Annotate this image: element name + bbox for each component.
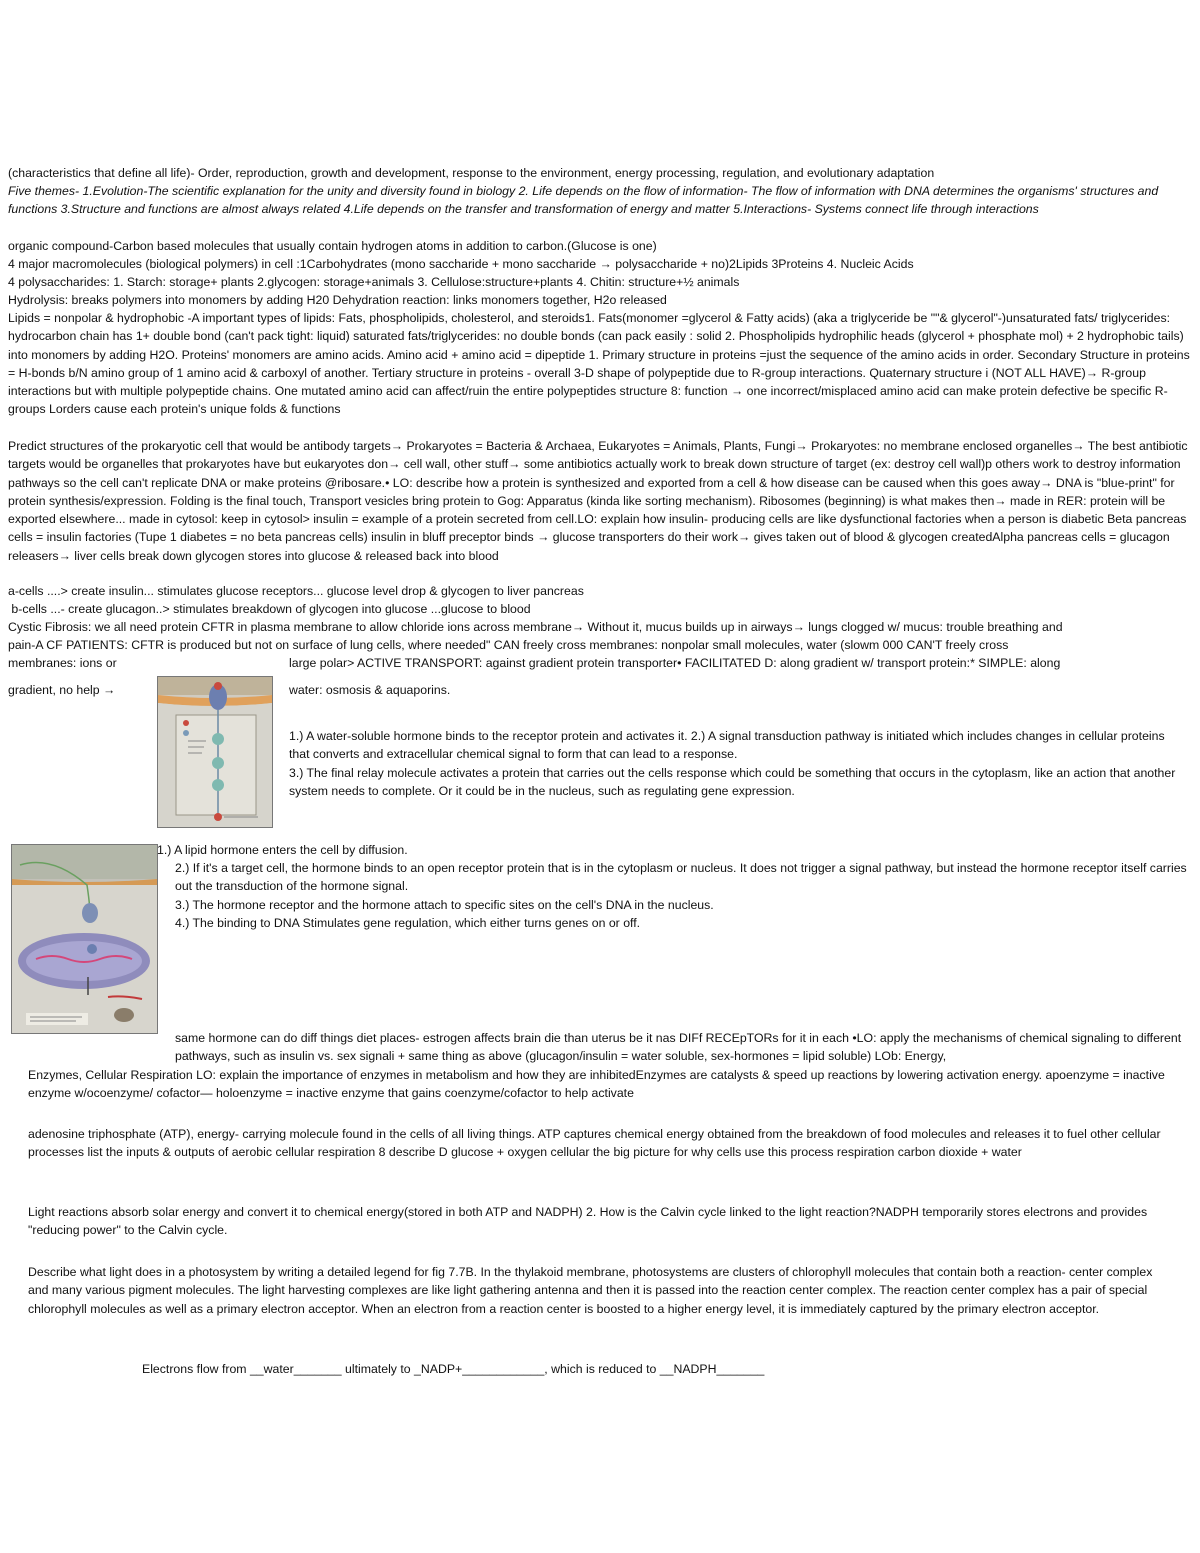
water-soluble-step-3: 3.) The final relay molecule activates a protein that carries out the cells response which could be something that occurs in the cytoplasm, like an action that another system needs to complete. Or it could be in the nucleus, such as regulating gene expression. [289, 766, 1176, 799]
lipid-hormone-step-1: 1.) A lipid hormone enters the cell by diffusion. [157, 843, 408, 857]
lipid-hormone-step-2: 2.) If it's a target cell, the hormone binds to an open receptor protein that is in the cytoplasm or nucleus. It does not trigger a signal pathway, but instead the hormone receptor itself carries out the transduction of the hormone signal. [175, 861, 1187, 894]
macromolecules-text: 4 major macromolecules (biological polymers) in cell :1Carbohydrates (mono saccharide + mono saccharide → polysaccharide + no)2Lipids 3Proteins 4. Nucleic Acids [8, 257, 914, 271]
photosystem-text: Describe what light does in a photosystem by writing a detailed legend for fig 7.7B. In the thylakoid membrane, photosystems are clusters of chlorophyll molecules that contain both a reaction- center complex and many various pigment molecules. The light harvesting complexes are like light gathering antenna and then it is passed into the reaction center complex. The reaction center complex has a pair of special chlorophyll molecules as well as a primary electron acceptor. When an electron from a reaction center is boosted to a higher energy level, it is immediately captured by the primary electron acceptor. [28, 1265, 1153, 1316]
lipid-hormone-step-4: 4.) The binding to DNA Stimulates gene regulation, which either turns genes on or off. [175, 916, 641, 930]
atp-text: adenosine triphosphate (ATP), energy- carrying molecule found in the cells of all living things. ATP captures chemical energy obtained from the breakdown of food molecules and releases it to fuel other cellular processes list the inputs & outputs of aerobic cellular respiration 8 describe D glucose + oxygen cellular the big picture for why cells use this process respiration carbon dioxide + water [28, 1127, 1161, 1160]
lipid-hormone-figure [11, 844, 158, 1034]
enzymes-text: Enzymes, Cellular Respiration LO: explain the importance of enzymes in metabolism and how they are inhibitedEnzymes are catalysts & speed up reactions by lowering activation energy. apoenzyme = inactive enzyme w/ocoenzyme/ cofactor— holoenzyme = inactive enzyme that gains coenzyme/cofactor to help activate [28, 1068, 1165, 1101]
life-characteristics-text: (characteristics that define all life)- Order, reproduction, growth and development, response to the environment, energy processing, regulation, and evolutionary adaptation [8, 166, 935, 180]
water-soluble-hormone-pathway-icon [158, 677, 272, 827]
water-soluble-hormone-figure [157, 676, 273, 828]
prokaryotic-cell-text: Predict structures of the prokaryotic cell that would be antibody targets→ Prokaryotes = Bacteria & Archaea, Eukaryotes = Animals, Plants, Fungi→ Prokaryotes: no membrane enclosed organelles→ The best antibiotic targets would be organelles that prokaryotes have but eukaryotes don→ cell wall, other stuff→ some antibiotics actually work to break down structure of target (ex: destroy cell wall)p others work to destroy information pathways so the cell can't replicate DNA or make proteins @ribosare.• LO: describe how a protein is synthesized and exported from a cell & how disease can be caused when this goes away→ DNA is "blue-print" for protein synthesis/expression. Folding is the final touch, Transport vesicles bring protein to Gog: Apparatus (kinda like sorting mechanism). Ribosomes (beginning) is what makes then→ made in RER: protein will be exported elsewhere... made in cytosol: keep in cytosol> insulin = example of a protein secreted from cell.LO: explain how insulin- producing cells are like dysfunctional factories when a person is diabetic Beta pancreas cells = insulin factories (Tupe 1 diabetes = no beta pancreas cells) insulin in bluff preceptor binds → glucose transporters do their work→ gives taken out of blood & glycogen createdAlpha pancreas cells = glucagon releasers→ liver cells break down glycogen stores into glucose & released back into blood [8, 439, 1188, 563]
polysaccharides-text: 4 polysaccharides: 1. Starch: storage+ plants 2.glycogen: storage+animals 3. Cellulose:structure+plants 4. Chitin: structure+½ animals [8, 275, 740, 289]
cystic-fibrosis-line-2: pain-A CF PATIENTS: CFTR is produced but not on surface of lung cells, where needed" CAN freely cross membranes: nonpolar small molecules, water (slowm 000 CAN'T freely cross [8, 638, 1009, 652]
hydrolysis-text: Hydrolysis: breaks polymers into monomers by adding H20 Dehydration reaction: links monomers together, H2o released [8, 293, 667, 307]
lipids-proteins-text: Lipids = nonpolar & hydrophobic -A important types of lipids: Fats, phospholipids, cholesterol, and steroids1. Fats(monomer =glycerol & Fatty acids) (aka a triglyceride be ""& glycerol"-)unsaturated fats/ triglycerides: hydrocarbon chain has 1+ double bond (can't pack tight: liquid) saturated fats/triglycerides: no double bonds (can pack easily : solid 2. Phospholipids hydrophilic heads (glycerol + phosphate mol) + 2 hydrophobic tails) into monomers by adding H2O. Proteins' monomers are amino acids. Amino acid + amino acid = dipeptide 1. Primary structure in proteins =just the sequence of the amino acids in order. Secondary Structure in proteins = H-bonds b/N amino group of 1 amino acid & carboxyl of another. Tertiary structure in proteins - overall 3-D shape of polypeptide due to R-group interactions. Quaternary structure i (NOT ALL HAVE)→ R-group interactions but with multiple polypeptide chains. One mutated amino acid can affect/ruin the entire polypeptides structure 8: function → one incorrect/misplaced amino acid can make protein defective be specific R- groups Lorders cause each protein's unique folds & functions [8, 311, 1190, 417]
cystic-fibrosis-line-3a: membranes: ions or [8, 656, 117, 670]
lipid-hormone-pathway-icon [12, 845, 157, 1033]
five-themes-text: Five themes- 1.Evolution-The scientific explanation for the unity and diversity found in biology 2. Life depends on the flow of information- The flow of information with DNA determines the organisms' structures and functions 3.Structure and functions are almost always related 4.Life depends on the transfer and transformation of energy and matter 5.Interactions- Systems connect life through interactions [8, 184, 1159, 217]
cystic-fibrosis-line-1: Cystic Fibrosis: we all need protein CFTR in plasma membrane to allow chloride ions across membrane→ Without it, mucus builds up in airways→ lungs clogged w/ mucus: trouble breathing and [8, 620, 1063, 634]
cystic-fibrosis-line-4b: water: osmosis & aquaporins. [289, 683, 451, 697]
a-cells-text: a-cells ....> create insulin... stimulates glucose receptors... glucose level drop & glycogen to liver pancreas [8, 584, 584, 598]
electrons-flow-text: Electrons flow from __water_______ ultimately to _NADP+____________, which is reduced to __NADPH_______ [142, 1362, 765, 1376]
cystic-fibrosis-line-3b: large polar> ACTIVE TRANSPORT: against gradient protein transporter• FACILITATED D: along gradient w/ transport protein:* SIMPLE: along [289, 656, 1061, 670]
b-cells-text: b-cells ...- create glucagon..> stimulates breakdown of glycogen into glucose ...glucose to blood [8, 602, 531, 616]
water-soluble-steps-1-2: 1.) A water-soluble hormone binds to the receptor protein and activates it. 2.) A signal transduction pathway is initiated which includes changes in cellular proteins that converts and extracellular chemical signal to form that can lead to a response. [289, 729, 1165, 762]
same-hormone-text: same hormone can do diff things diet places- estrogen affects brain die than uterus be it nas DIFf RECEpTORs for it in each •LO: apply the mechanisms of chemical signaling to different pathways, such as insulin vs. sex signali + same thing as above (glucagon/insulin = water soluble, sex-hormones = lipid soluble) LOb: Energy, [175, 1031, 1182, 1064]
lipid-hormone-step-3: 3.) The hormone receptor and the hormone attach to specific sites on the cell's DNA in the nucleus. [175, 898, 714, 912]
organic-compound-text: organic compound-Carbon based molecules that usually contain hydrogen atoms in addition to carbon.(Glucose is one) [8, 239, 657, 253]
light-reactions-text: Light reactions absorb solar energy and convert it to chemical energy(stored in both ATP and NADPH) 2. How is the Calvin cycle linked to the light reaction?NADPH temporarily stores electrons and provides "reducing power" to the Calvin cycle. [28, 1205, 1148, 1238]
cystic-fibrosis-line-4a: gradient, no help → [8, 683, 116, 697]
